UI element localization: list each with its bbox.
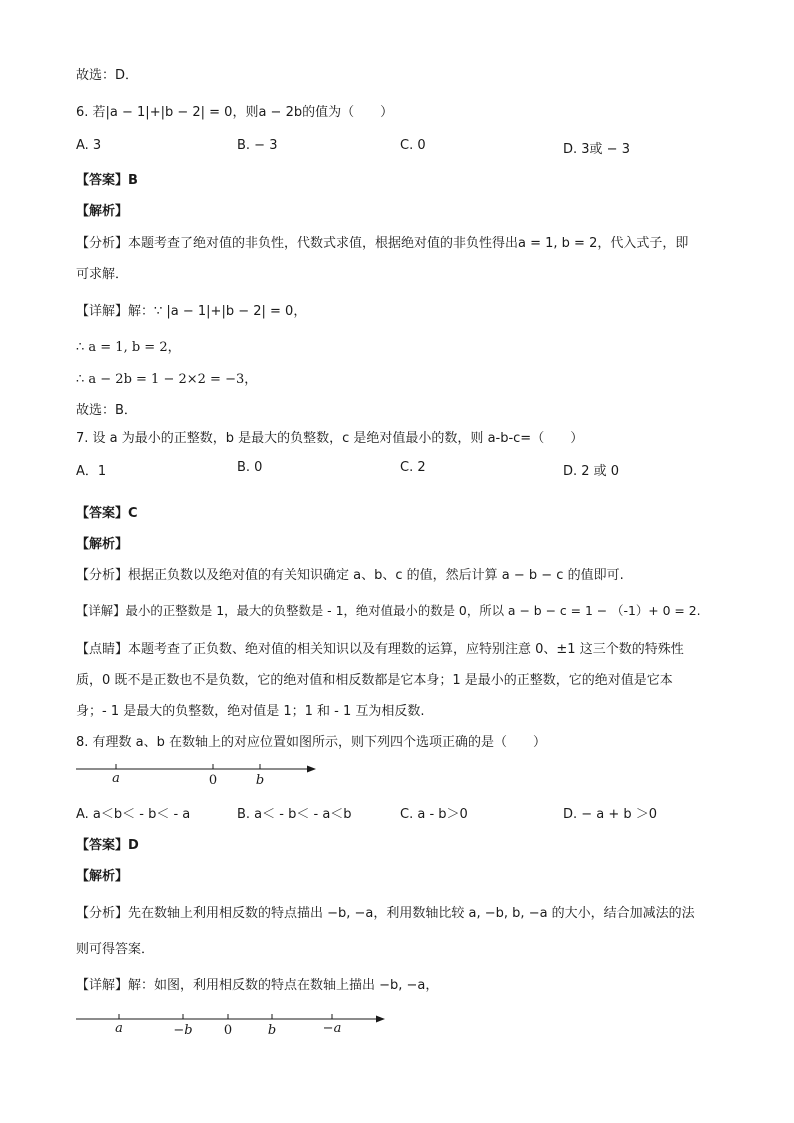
option-a: A．1 bbox=[76, 464, 107, 479]
note-text: 【点睛】本题考查了正负数、绝对值的相关知识以及有理数的运算，应特别注意 0、±1 这三个数的特殊性 bbox=[76, 642, 684, 657]
answer-label: 【答案】D bbox=[76, 838, 139, 853]
answer-label: 【答案】B bbox=[76, 173, 138, 188]
detail-text: 【详解】解：如图，利用相反数的特点在数轴上描出 −b, −a， bbox=[76, 978, 439, 993]
label-zero: 0 bbox=[208, 773, 218, 788]
option-b: B. a＜ - b＜ - a＜b bbox=[237, 807, 352, 822]
text-line: 故选：D． bbox=[76, 68, 139, 83]
option-b: B. − 3 bbox=[237, 138, 278, 153]
analysis-text: 【分析】本题考查了绝对值的非负性，代数式求值，根据绝对值的非负性得出a = 1, b = 2，代入式子，即 bbox=[76, 236, 689, 251]
answer-label: 【答案】C bbox=[76, 506, 138, 521]
detail-text: 【详解】最小的正整数是 1，最大的负整数是 - 1，绝对值最小的数是 0，所以 a − b − c = 1 − （-1）+ 0 = 2. bbox=[76, 603, 701, 618]
note-text: 质，0 既不是正数也不是负数，它的绝对值和相反数都是它本身；1 是最小的正整数，它的绝对值是它本 bbox=[76, 673, 673, 688]
question-8: 8. 有理数 a、b 在数轴上的对应位置如图所示，则下列四个选项正确的是（ ） bbox=[76, 735, 547, 750]
solution-step: ∴ a − 2b = 1 − 2×2 = −3， bbox=[76, 372, 258, 387]
solution-step: ∴ a = 1, b = 2， bbox=[76, 340, 181, 355]
label-a: a bbox=[112, 771, 120, 786]
option-d: D. 3或 − 3 bbox=[563, 142, 630, 157]
label-b: b bbox=[267, 1023, 277, 1038]
option-d: D. 2 或 0 bbox=[563, 464, 620, 479]
analysis-text: 【分析】根据正负数以及绝对值的有关知识确定 a、b、c 的值，然后计算 a − b − c 的值即可. bbox=[76, 568, 624, 583]
option-c: C. a - b＞0 bbox=[400, 807, 468, 822]
label-zero: 0 bbox=[223, 1023, 233, 1038]
option-a: A. a＜b＜ - b＜ - a bbox=[76, 807, 191, 822]
option-b: B. 0 bbox=[237, 460, 263, 475]
label-b: b bbox=[255, 773, 265, 788]
option-a: A. 3 bbox=[76, 138, 102, 153]
analysis-text: 【分析】先在数轴上利用相反数的特点描出 −b, −a，利用数轴比较 a, −b, b, −a 的大小，结合加减法的法 bbox=[76, 906, 695, 921]
label-neg-a: −a bbox=[322, 1021, 342, 1036]
note-text: 身；- 1 是最大的负整数，绝对值是 1；1 和 - 1 互为相反数. bbox=[76, 704, 425, 719]
text-line: 故选：B． bbox=[76, 403, 137, 418]
option-d: D. − a + b ＞0 bbox=[563, 807, 658, 822]
axis-arrow bbox=[307, 766, 316, 773]
label-neg-b: −b bbox=[173, 1023, 193, 1038]
option-c: C. 2 bbox=[400, 460, 426, 475]
analysis-label: 【解析】 bbox=[76, 537, 129, 552]
option-c: C. 0 bbox=[400, 138, 426, 153]
analysis-label: 【解析】 bbox=[76, 869, 129, 884]
axis-arrow bbox=[376, 1016, 385, 1023]
detail-text: 【详解】解：∵ |a − 1|+|b − 2| = 0， bbox=[76, 304, 307, 319]
question-7: 7. 设 a 为最小的正整数，b 是最大的负整数，c 是绝对值最小的数，则 a-b-c=（ ） bbox=[76, 431, 584, 446]
analysis-label: 【解析】 bbox=[76, 204, 129, 219]
number-line-figure-2 bbox=[76, 1007, 392, 1041]
label-a: a bbox=[115, 1021, 123, 1036]
analysis-text: 则可得答案． bbox=[76, 942, 155, 957]
question-6: 6. 若|a − 1|+|b − 2| = 0，则a − 2b的值为（ ） bbox=[76, 105, 394, 120]
analysis-text: 可求解． bbox=[76, 267, 129, 282]
number-line-figure bbox=[76, 757, 326, 791]
